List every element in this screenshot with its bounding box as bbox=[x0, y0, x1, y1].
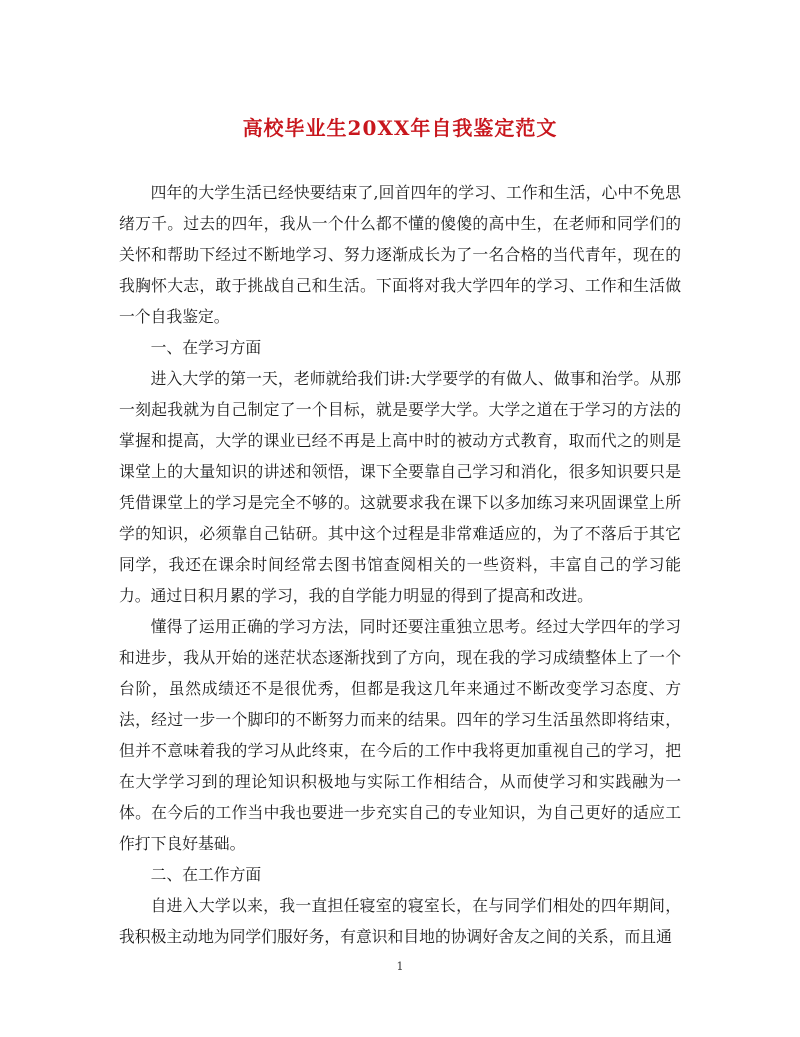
work-paragraph-1: 自进入大学以来，我一直担任寝室的寝室长，在与同学们相处的四年期间，我积极主动地为同学们服好务，有意识和目地的协调好舍友之间的关系，而且通 bbox=[119, 896, 681, 946]
study-paragraph-1: 进入大学的第一天，老师就给我们讲:大学要学的有做人、做事和治学。从那一刻起我就为自己制定了一个目标，就是要学大学。大学之道在于学习的方法的掌握和提高，大学的课业已经不再是上高中时的被动方式教育，取而代之的则是课堂上的大量知识的讲述和领悟，课下全要靠自己学习和消化，很多知识要只是凭借课堂上的学习是完全不够的。这就要求我在课下以多加练习来巩固课堂上所学的知识，必须靠自己钻研。其中这个过程是非常难适应的，为了不落后于其它同学，我还在课余时间经常去图书馆查阅相关的一些资料，丰富自己的学习能力。通过日积月累的学习，我的自学能力明显的得到了提高和改进。 bbox=[119, 369, 681, 605]
intro-paragraph: 四年的大学生活已经快要结束了,回首四年的学习、工作和生活，心中不免思绪万千。过去的四年，我从一个什么都不懂的傻傻的高中生，在老师和同学们的关怀和帮助下经过不断地学习、努力逐渐成长为了一名合格的当代青年，现在的我胸怀大志，敢于挑战自己和生活。下面将对我大学四年的学习、工作和生活做一个自我鉴定。 bbox=[119, 183, 681, 326]
study-paragraph-2: 懂得了运用正确的学习方法，同时还要注重独立思考。经过大学四年的学习和进步，我从开始的迷茫状态逐渐找到了方向，现在我的学习成绩整体上了一个台阶，虽然成绩还不是很优秀，但都是我这几年来通过不断改变学习态度、方法，经过一步一个脚印的不断努力而来的结果。四年的学习生活虽然即将结束，但并不意味着我的学习从此终束，在今后的工作中我将更加重视自己的学习，把在大学学习到的理论知识积极地与实际工作相结合，从而使学习和实践融为一体。在今后的工作当中我也要进一步充实自己的专业知识，为自己更好的适应工作打下良好基础。 bbox=[119, 617, 681, 853]
document-body bbox=[119, 177, 681, 952]
section-heading-study: 一、在学习方面 bbox=[150, 338, 262, 357]
section-heading-work: 二、在工作方面 bbox=[150, 865, 262, 884]
document-title: 高校毕业生20XX年自我鉴定范文 bbox=[242, 116, 558, 140]
page-number: 1 bbox=[396, 960, 404, 973]
